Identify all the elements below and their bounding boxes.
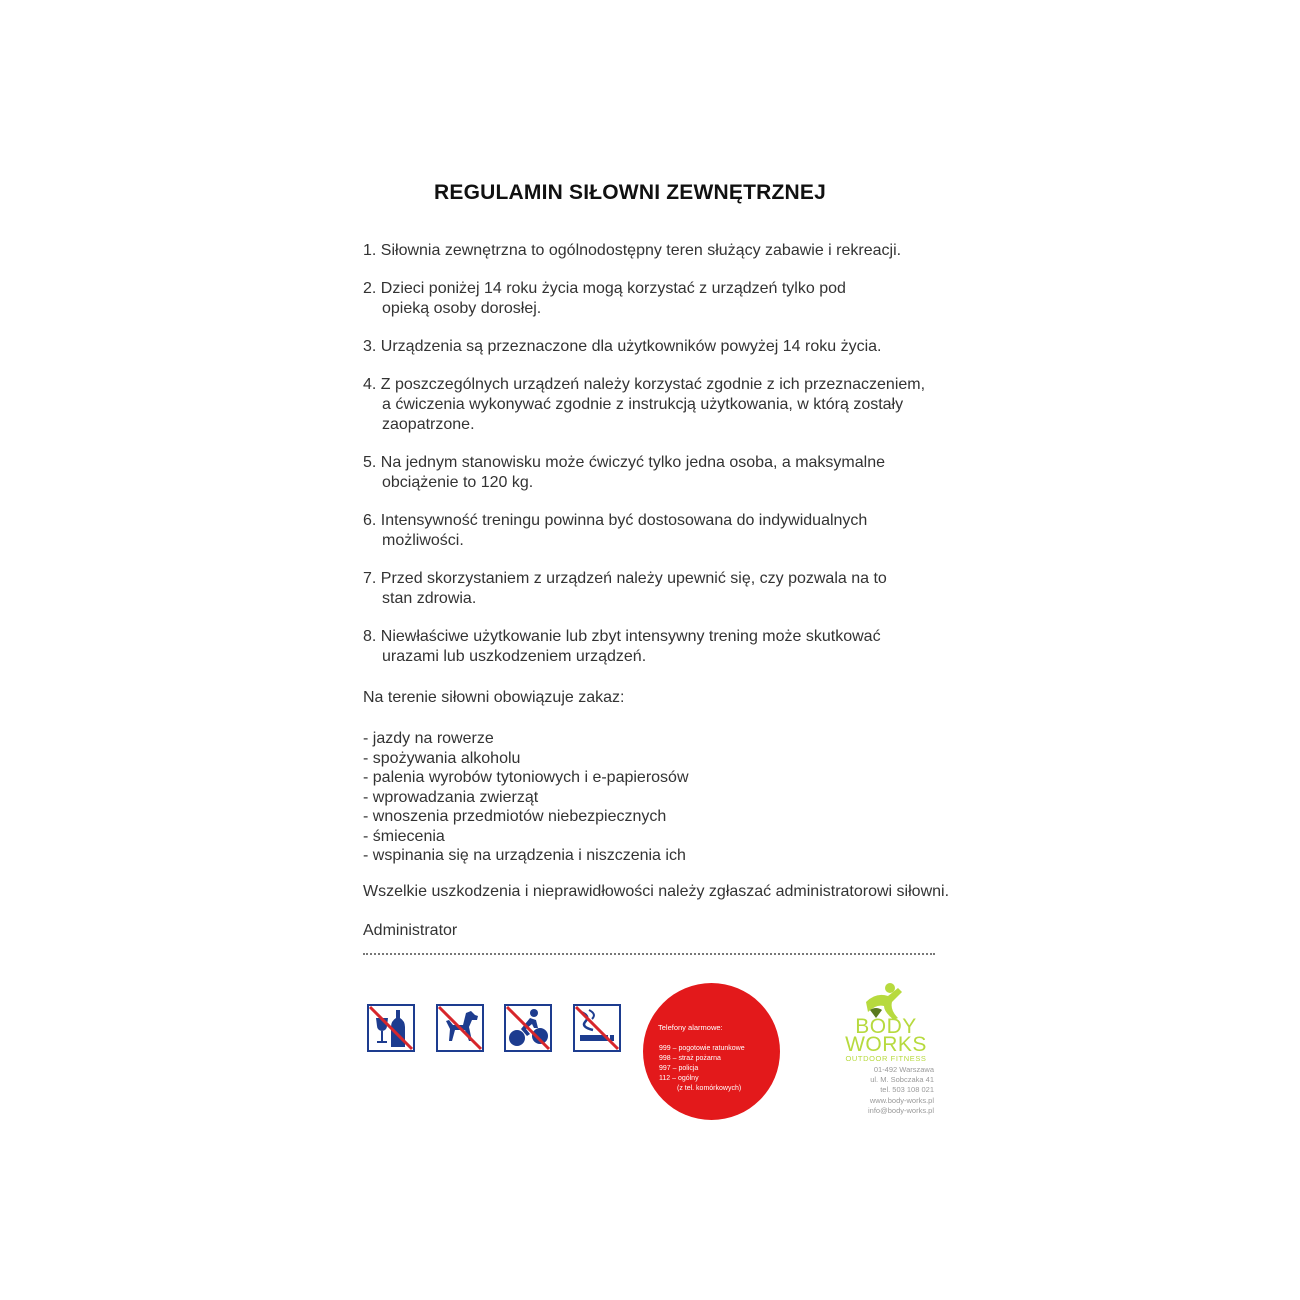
emergency-numbers-list <box>659 1044 745 1094</box>
rule-item <box>363 511 963 551</box>
prohibition-item: - jazdy na rowerze <box>363 730 494 747</box>
rule-item <box>363 375 963 435</box>
rule-line: urazami lub uszkodzeniem urządzeń. <box>382 648 647 665</box>
rule-line: 8. Niewłaściwe użytkowanie lub zbyt intensywny trening może skutkować <box>363 628 881 645</box>
emergency-title: Telefony alarmowe: <box>658 1023 723 1032</box>
rule-line: 1. Siłownia zewnętrzna to ogólnodostępny teren służący zabawie i rekreacji. <box>363 242 902 259</box>
rule-line: 2. Dzieci poniżej 14 roku życia mogą korzystać z urządzeń tylko pod <box>363 280 846 297</box>
signature-line <box>363 953 935 955</box>
rules-list <box>363 241 963 685</box>
emergency-number: 999 – pogotowie ratunkowe <box>659 1045 745 1052</box>
emergency-number: 112 – ogólny <box>659 1075 699 1082</box>
emergency-number: 997 – policja <box>659 1065 699 1072</box>
no-alcohol-icon <box>367 1004 415 1052</box>
rule-line: zaopatrzone. <box>382 416 475 433</box>
logo-tagline: OUTDOOR FITNESS <box>845 1054 927 1063</box>
prohibition-item: - wspinania się na urządzenia i niszczenia ich <box>363 847 686 864</box>
no-bicycles-icon <box>504 1004 552 1052</box>
rule-item <box>363 337 963 357</box>
prohibitions-list <box>363 729 689 866</box>
rule-line: stan zdrowia. <box>382 590 477 607</box>
rule-line: 3. Urządzenia są przeznaczone dla użytkowników powyżej 14 roku życia. <box>363 338 882 355</box>
prohibition-item: - palenia wyrobów tytoniowych i e-papierosów <box>363 769 689 786</box>
prohibition-item: - spożywania alkoholu <box>363 749 521 767</box>
company-logo <box>836 982 936 1117</box>
rule-item <box>363 569 963 609</box>
prohibitions-heading: Na terenie siłowni obowiązuje zakaz: <box>363 689 625 706</box>
company-address <box>868 1065 934 1116</box>
address-line: ul. M. Sobczaka 41 <box>870 1075 934 1085</box>
rule-line: 6. Intensywność treningu powinna być dostosowana do indywidualnych <box>363 512 868 529</box>
no-smoking-icon <box>573 1004 621 1052</box>
report-notice: Wszelkie uszkodzenia i nieprawidłowości należy zgłaszać administratorowi siłowni. <box>363 883 950 900</box>
prohibition-item: - wprowadzania zwierząt <box>363 788 539 806</box>
rule-item <box>363 241 963 261</box>
rule-item <box>363 279 963 319</box>
rule-line: 5. Na jednym stanowisku może ćwiczyć tylko jedna osoba, a maksymalne <box>363 454 885 471</box>
rule-line: a ćwiczenia wykonywać zgodnie z instrukcją użytkowania, w którą zostały <box>382 396 904 413</box>
rule-line: 7. Przed skorzystaniem z urządzeń należy upewnić się, czy pozwala na to <box>363 570 887 587</box>
rule-line: możliwości. <box>382 532 464 549</box>
address-line: info@body-works.pl <box>868 1105 934 1115</box>
address-line: tel. 503 108 021 <box>880 1085 934 1095</box>
prohibition-item: - śmiecenia <box>363 827 445 845</box>
address-line: 01-492 Warszawa <box>873 1065 934 1074</box>
logo-word-body: BODY <box>855 1015 917 1038</box>
rule-line: 4. Z poszczególnych urządzeń należy korzystać zgodnie z ich przeznaczeniem, <box>363 376 926 393</box>
address-line: www.body-works.pl <box>869 1095 934 1105</box>
rule-line: obciążenie to 120 kg. <box>382 474 534 491</box>
administrator-label: Administrator <box>363 922 458 939</box>
prohibition-item: - wnoszenia przedmiotów niebezpiecznych <box>363 808 667 825</box>
rule-line: opieką osoby dorosłej. <box>382 300 542 317</box>
emergency-number: (z tel. komórkowych) <box>677 1085 742 1092</box>
rule-item <box>363 627 963 667</box>
emergency-numbers-badge <box>643 983 780 1120</box>
no-dogs-icon <box>436 1004 484 1052</box>
rule-item <box>363 453 963 493</box>
logo-word-works: WORKS <box>845 1033 927 1056</box>
page-title: REGULAMIN SIŁOWNI ZEWNĘTRZNEJ <box>434 181 826 204</box>
emergency-number: 998 – straż pożarna <box>659 1055 721 1062</box>
